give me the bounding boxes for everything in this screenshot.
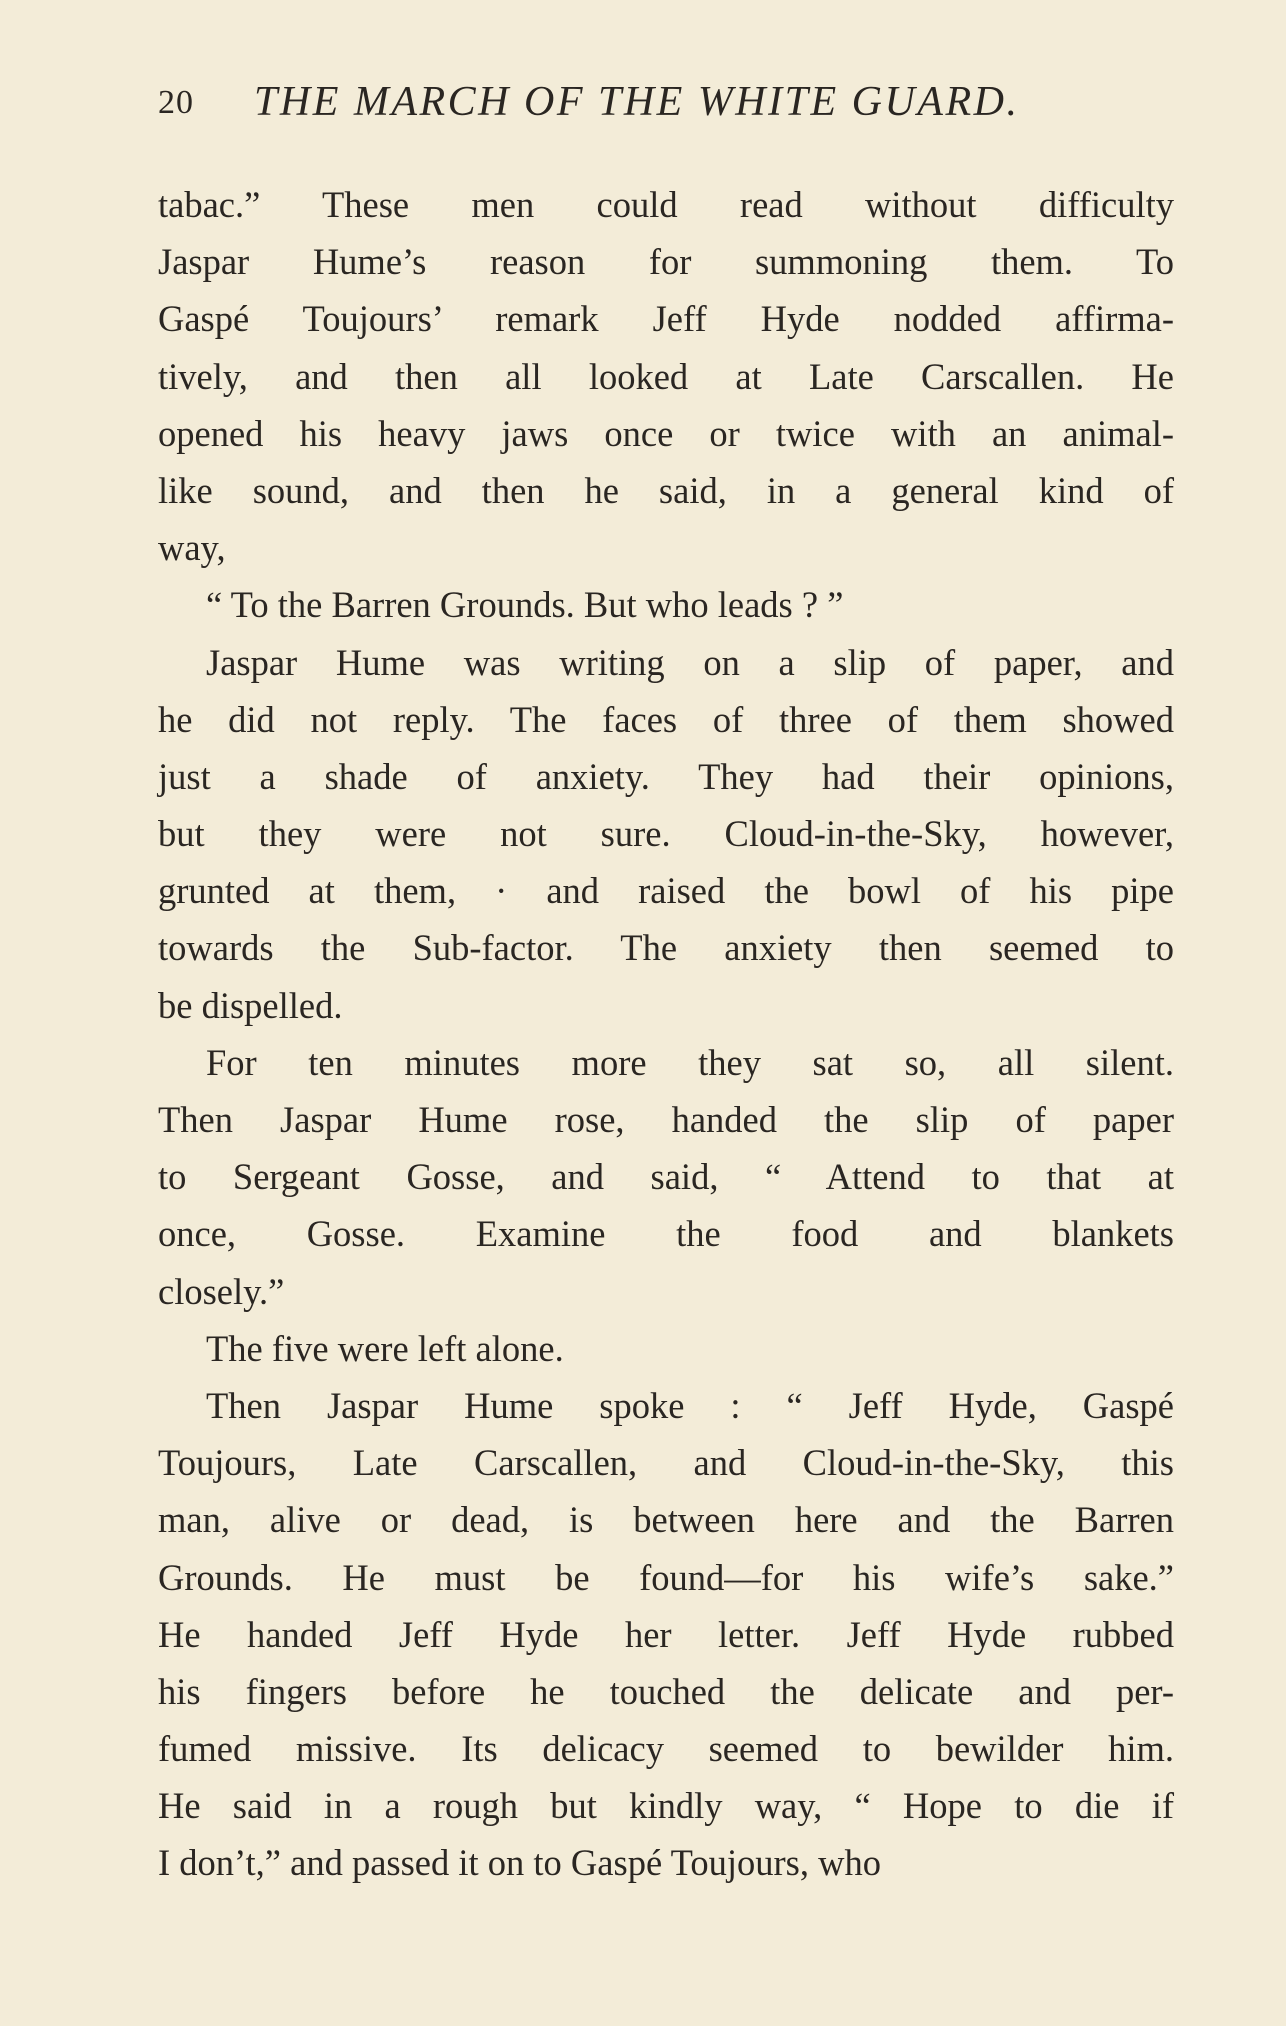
page-number: 20 — [158, 84, 194, 121]
text-line: once, Gosse. Examine the food and blankets — [158, 1213, 1174, 1255]
text-line: way, — [158, 527, 226, 569]
text-line: tively, and then all looked at Late Carscallen. He — [158, 355, 1174, 397]
text-line: like sound, and then he said, in a general kind of — [158, 469, 1174, 511]
text-line: just a shade of anxiety. They had their opinions, — [158, 755, 1174, 797]
text-line: opened his heavy jaws once or twice with an animal- — [158, 412, 1174, 454]
text-line: The five were left alone. — [206, 1327, 564, 1369]
paragraph — [158, 1320, 1174, 1377]
text-line: He said in a rough but kindly way, “ Hope to die if — [158, 1785, 1174, 1827]
paragraph — [158, 1377, 1174, 1892]
paragraph — [158, 576, 1174, 633]
text-line: Grounds. He must be found—for his wife’s sake.” — [158, 1556, 1174, 1598]
text-line: grunted at them, · and raised the bowl of his pipe — [158, 870, 1174, 912]
paragraph — [158, 634, 1174, 1034]
text-line: For ten minutes more they sat so, all silent. — [206, 1041, 1174, 1083]
text-line: fumed missive. Its delicacy seemed to bewilder him. — [158, 1728, 1174, 1770]
paragraph — [158, 1034, 1174, 1320]
text-line: he did not reply. The faces of three of them showed — [158, 698, 1174, 740]
text-line: Toujours, Late Carscallen, and Cloud-in-the-Sky, this — [158, 1442, 1174, 1484]
text-line: Jaspar Hume was writing on a slip of paper, and — [206, 641, 1174, 683]
paragraph — [158, 176, 1174, 576]
text-line: towards the Sub-factor. The anxiety then seemed to — [158, 927, 1174, 969]
page-header — [158, 78, 1098, 138]
text-line: Then Jaspar Hume spoke : “ Jeff Hyde, Gaspé — [206, 1384, 1174, 1426]
text-line: I don’t,” and passed it on to Gaspé Toujours, who — [158, 1842, 881, 1884]
text-line: his fingers before he touched the delicate and per- — [158, 1670, 1174, 1712]
text-line: be dispelled. — [158, 984, 343, 1026]
text-line: but they were not sure. Cloud-in-the-Sky, however, — [158, 813, 1174, 855]
text-line: “ To the Barren Grounds. But who leads ? ” — [206, 584, 844, 626]
text-line: He handed Jeff Hyde her letter. Jeff Hyde rubbed — [158, 1613, 1174, 1655]
running-title: THE MARCH OF THE WHITE GUARD. — [254, 79, 1020, 125]
text-line: man, alive or dead, is between here and the Barren — [158, 1499, 1174, 1541]
text-line: Then Jaspar Hume rose, handed the slip of paper — [158, 1099, 1174, 1140]
text-line: tabac.” These men could read without difficulty — [158, 184, 1174, 225]
text-line: Jaspar Hume’s reason for summoning them. To — [158, 241, 1174, 283]
text-line: Gaspé Toujours’ remark Jeff Hyde nodded affirma- — [158, 298, 1174, 340]
text-line: closely.” — [158, 1270, 285, 1312]
body-text — [158, 176, 1174, 1892]
text-line: to Sergeant Gosse, and said, “ Attend to that at — [158, 1156, 1174, 1198]
